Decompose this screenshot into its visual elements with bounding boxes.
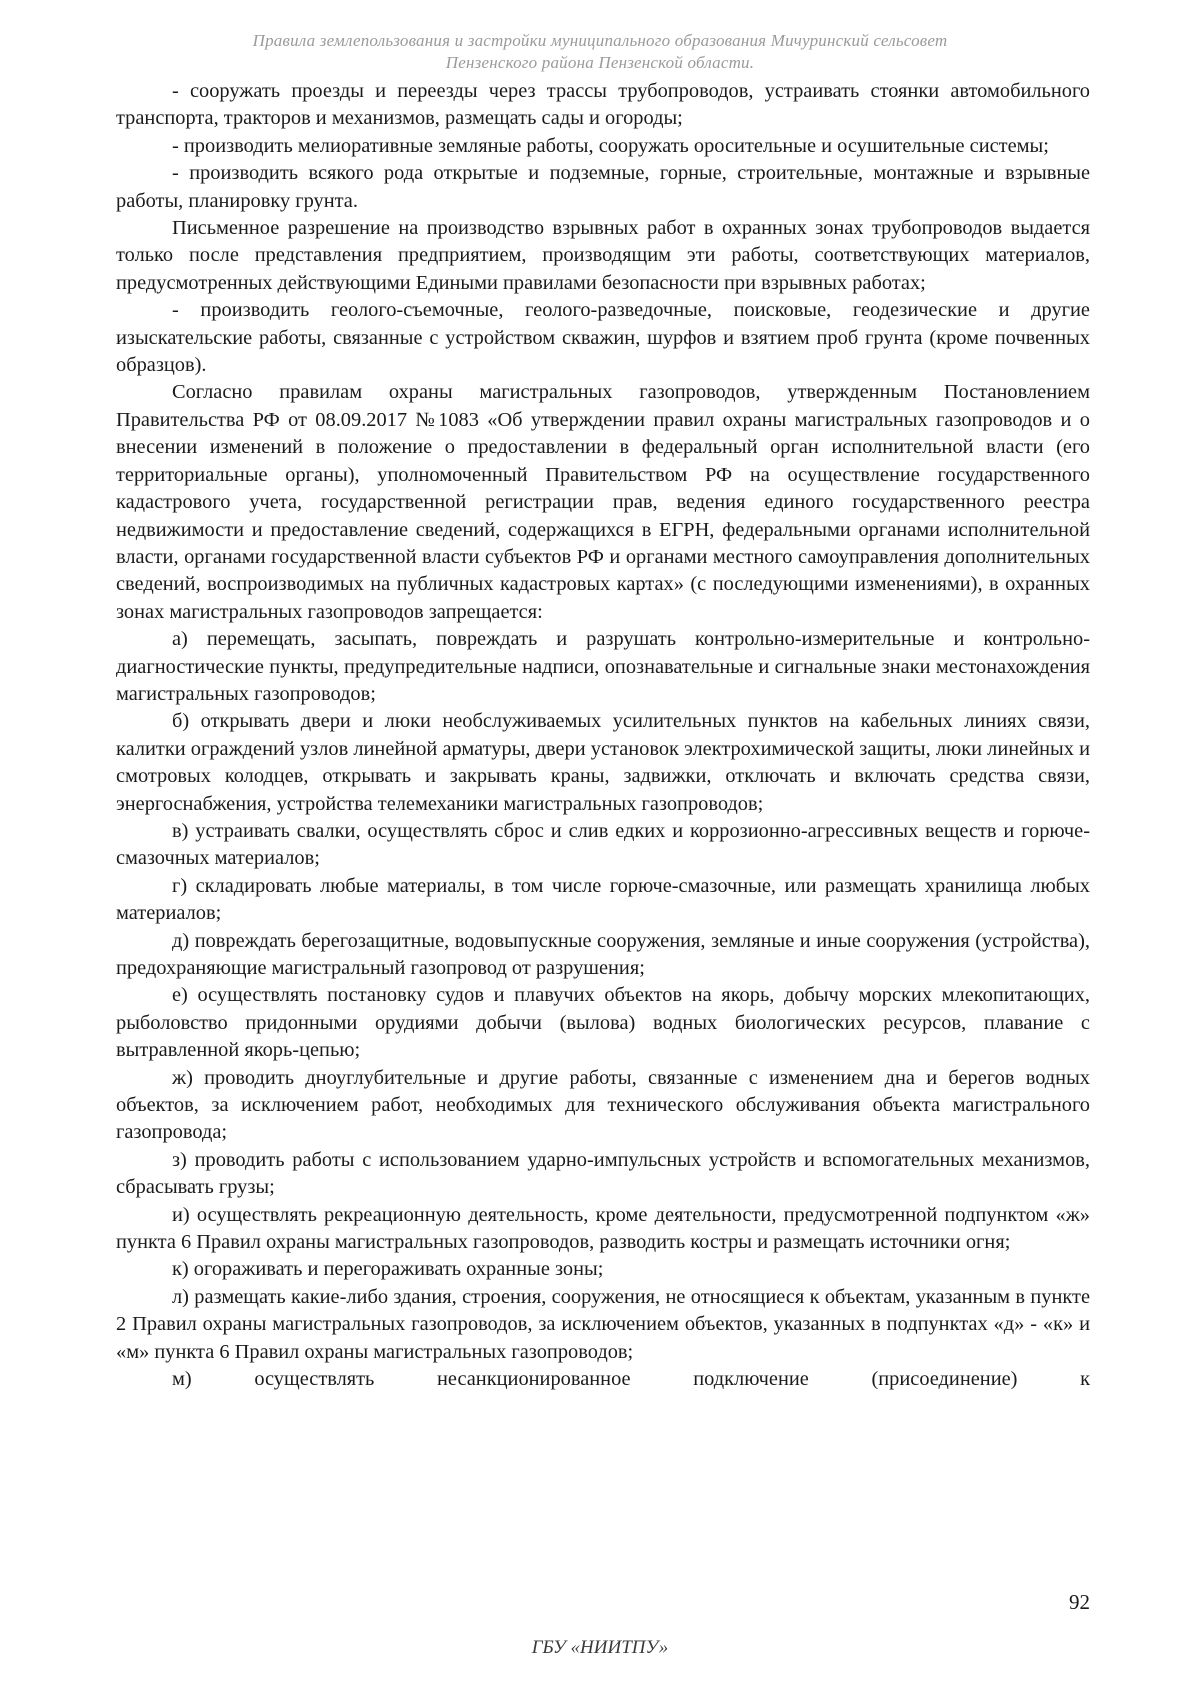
header-line-2: Пензенского района Пензенской области. [445,53,755,72]
list-item: а) перемещать, засыпать, повреждать и разрушать контрольно-измерительные и контрольно-диагностические пункты, предупредительные надписи, опознавательные и сигнальные знаки местонахождения магистральных газопроводов; [116,628,1090,705]
document-body [116,78,1090,1394]
page-number: 92 [1069,1590,1090,1614]
running-header [150,30,1050,74]
paragraph: - производить всякого рода открытые и подземные, горные, строительные, монтажные и взрывные работы, планировку грунта. [116,162,1090,212]
list-item: и) осуществлять рекреационную деятельность, кроме деятельности, предусмотренной подпунктом «ж» пункта 6 Правил охраны магистральных газопроводов, разводить костры и размещать источники огня; [116,1203,1090,1254]
running-footer: ГБУ «НИИТПУ» [531,1637,669,1658]
list-item: к) огораживать и перегораживать охранные зоны; [172,1258,604,1281]
paragraph: Письменное разрешение на производство взрывных работ в охранных зонах трубопроводов выдается только после представления предприятием, производящим эти работы, соответствующих материалов, предусмотренных действующими Едиными правилами безопасности при взрывных работах; [116,217,1090,294]
list-item: д) повреждать берегозащитные, водовыпускные сооружения, земляные и иные сооружения (устройства), предохраняющие магистральный газопровод от разрушения; [116,929,1090,979]
paragraph: - производить геолого-съемочные, геолого-разведочные, поисковые, геодезические и другие изыскательские работы, связанные с устройством скважин, шурфов и взятием проб грунта (кроме почвенных образцов). [116,299,1090,377]
list-item: в) устраивать свалки, осуществлять сброс и слив едких и коррозионно-агрессивных веществ и горюче-смазочных материалов; [116,819,1090,870]
list-item: б) открывать двери и люки необслуживаемых усилительных пунктов на кабельных линиях связи, калитки ограждений узлов линейной арматуры, двери установок электрохимической защиты, люки линейных и смотровых колодцев, открывать и закрывать краны, задвижки, отключать и включать средства связи, энергоснабжения, устройства телемеханики магистральных газопроводов; [116,710,1090,815]
list-item: е) осуществлять постановку судов и плавучих объектов на якорь, добычу морских млекопитающих, рыболовство придонными орудиями добычи (вылова) водных биологических ресурсов, плавание с вытравленной якорь-цепью; [116,984,1090,1062]
list-item: л) размещать какие-либо здания, строения, сооружения, не относящиеся к объектам, указанным в пункте 2 Правил охраны магистральных газопроводов, за исключением объектов, указанных в подпунктах «д» - «к» и «м» пункта 6 Правил охраны магистральных газопроводов; [116,1285,1090,1363]
header-line-1: Правила землепользования и застройки муниципального образования Мичуринский сельсовет [252,31,948,50]
list-item: з) проводить работы с использованием ударно-импульсных устройств и вспомогательных механизмов, сбрасывать грузы; [116,1148,1090,1199]
paragraph: - производить мелиоративные земляные работы, сооружать оросительные и осушительные системы; [172,134,1049,157]
list-item: г) складировать любые материалы, в том числе горюче-смазочные, или размещать хранилища любых материалов; [116,874,1090,925]
list-item: м) осуществлять несанкционированное подключение (присоединение) к [172,1368,1090,1391]
list-item: ж) проводить дноуглубительные и другие работы, связанные с изменением дна и берегов водных объектов, за исключением работ, необходимых для технического обслуживания объекта магистрального газопровода; [116,1066,1090,1144]
paragraph: - сооружать проезды и переезды через трассы трубопроводов, устраивать стоянки автомобильного транспорта, тракторов и механизмов, размещать сады и огороды; [116,80,1090,130]
paragraph: Согласно правилам охраны магистральных газопроводов, утвержденным Постановлением Правительства РФ от 08.09.2017 №1083 «Об утверждении правил охраны магистральных газопроводов и о внесении изменений в положение о предоставлении в федеральный орган исполнительной власти (его территориальные органы), уполномоченный Правительством РФ на осуществление государственного кадастрового учета, государственной регистрации прав, ведения единого государственного реестра недвижимости и предоставление сведений, содержащихся в ЕГРН, федеральными органами исполнительной власти, органами государственной власти субъектов РФ и органами местного самоуправления дополнительных сведений, воспроизводимых на публичных кадастровых картах» (с последующими изменениями), в охранных зонах магистральных газопроводов запрещается: [116,381,1090,623]
